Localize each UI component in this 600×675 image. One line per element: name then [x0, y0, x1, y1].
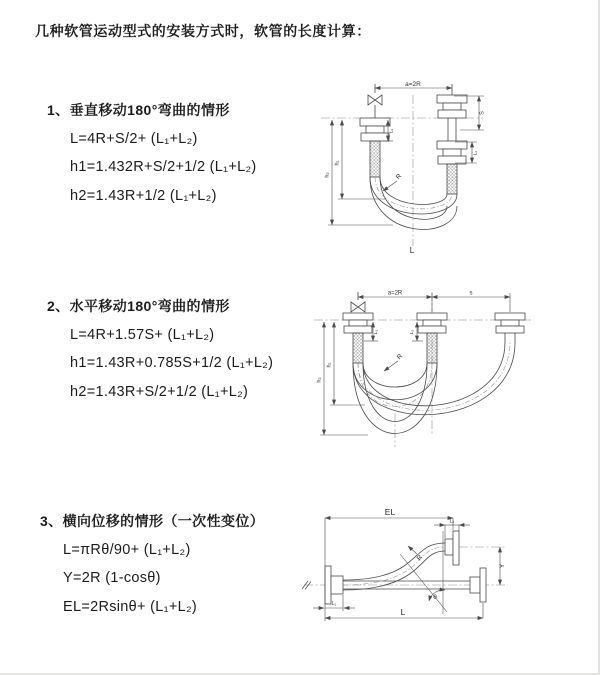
braided-hose-section [370, 141, 380, 177]
dim-label-l1: L₁ [331, 601, 337, 607]
diagram-lateral-displacement [298, 500, 598, 645]
dim-label-s: S [479, 111, 486, 115]
section-heading: 3、横向位移的情形（一次性变位） [40, 513, 265, 529]
formula-line: L=4R+1.57S+ (L₁+L₂) [70, 326, 215, 343]
dim-label-l: L [400, 607, 406, 617]
braided-hose-section [353, 333, 363, 363]
flange [437, 141, 467, 164]
valve-icon [351, 302, 365, 312]
dim-label-h2: h₂ [324, 172, 331, 178]
dim-label-el: EL [384, 507, 396, 517]
dim-label-l2: L₂ [449, 518, 455, 525]
diagram-horizontal-bend [310, 285, 570, 455]
hose-drawing [343, 292, 525, 434]
diagram-vertical-bend [313, 75, 563, 260]
flange [470, 568, 486, 602]
section-heading: 2、水平移动180°弯曲的情形 [47, 298, 230, 314]
braided-hose-section [427, 333, 437, 363]
section-heading: 1、垂直移动180°弯曲的情形 [47, 102, 230, 118]
dim-label-l2: L₂ [473, 150, 479, 156]
formula-line: EL=2Rsinθ+ (L₁+L₂) [63, 598, 198, 615]
page-title: 几种软管运动型式的安装方式时，软管的长度计算： [35, 23, 371, 39]
section-horizontal-bend [47, 298, 273, 401]
dim-label-theta: θ [433, 594, 437, 601]
hose-drawing [360, 84, 467, 229]
flange [495, 313, 525, 333]
flange [437, 95, 467, 118]
formula-line: Y=2R (1-cosθ) [63, 570, 161, 586]
braided-hose-section [447, 164, 457, 194]
section-vertical-bend [47, 102, 257, 205]
formula-line: h2=1.43R+1/2 (L₁+L₂) [70, 187, 217, 204]
dimension-lines [313, 518, 500, 621]
dim-label-l1: L₁ [374, 329, 379, 335]
dim-label-h2: h₂ [316, 377, 323, 383]
dimension-labels [317, 291, 473, 383]
dim-label-a2r: a=2R [405, 81, 421, 88]
formula-line: h1=1.43R+0.785S+1/2 (L₁+L₂) [70, 355, 274, 371]
dim-label-s: s [469, 290, 473, 297]
formula-line: L=πRθ/90+ (L₁+L₂) [63, 541, 191, 558]
dim-label-a2r: a=2R [387, 290, 403, 297]
dim-label-r: R [395, 352, 405, 362]
hose-drawing [302, 531, 486, 614]
dim-label-l: L [409, 246, 415, 255]
dim-label-l1: L₁ [389, 128, 395, 134]
flange [325, 566, 343, 604]
formula-line: L=4R+S/2+ (L₁+L₂) [70, 130, 198, 147]
dim-label-r: R [415, 553, 425, 563]
valve-icon [368, 95, 382, 105]
dim-label-l2: L₂ [410, 329, 415, 335]
flange [445, 531, 459, 565]
flange [417, 313, 447, 333]
flange [360, 118, 390, 141]
formula-line: h1=1.432R+S/2+1/2 (L₁+L₂) [70, 159, 257, 175]
dim-label-h1: h₁ [334, 160, 341, 166]
section-lateral-displacement [40, 513, 264, 616]
formula-line: h2=1.43R+S/2+1/2 (L₁+L₂) [70, 383, 249, 400]
dim-label-h1: h₁ [326, 362, 333, 368]
dim-label-r: R [394, 172, 404, 182]
dim-label-y: Y [499, 563, 506, 569]
flange [343, 313, 373, 333]
